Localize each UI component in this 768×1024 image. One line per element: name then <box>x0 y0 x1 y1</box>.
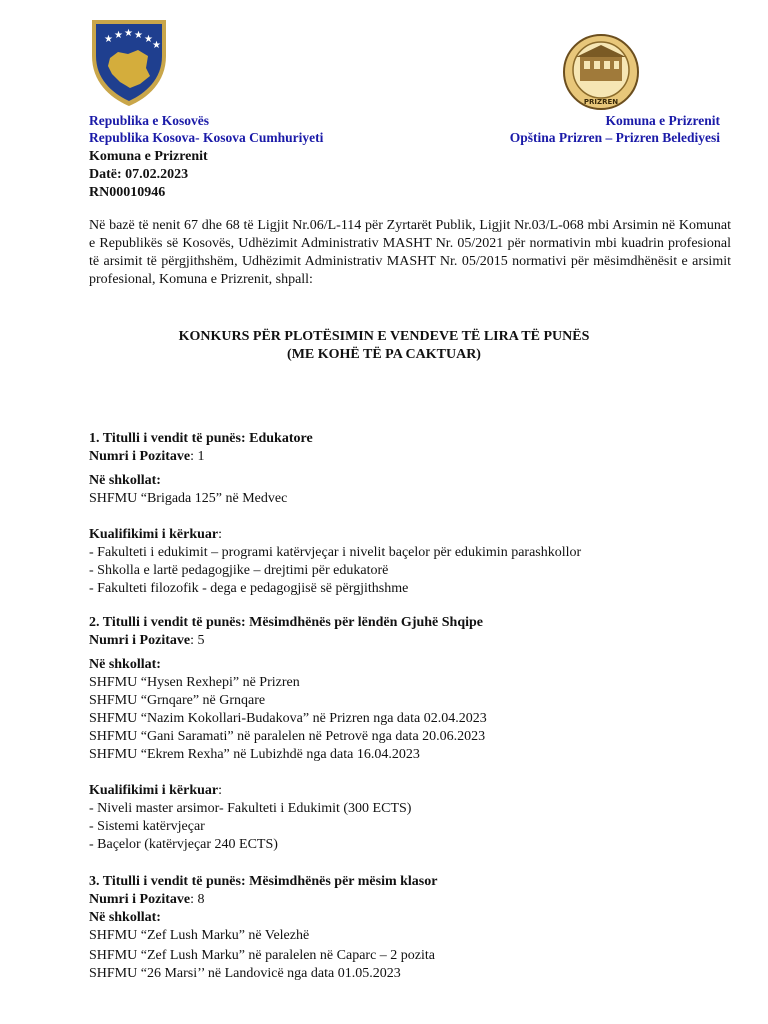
positions-count: Numri i Pozitave: 5 <box>89 633 205 648</box>
school-item: SHFMU “Nazim Kokollari-Budakova” në Prizren nga data 02.04.2023 <box>89 711 487 726</box>
svg-text:★: ★ <box>104 34 113 45</box>
positions-count: Numri i Pozitave: 1 <box>89 449 205 464</box>
school-item: SHFMU “Hysen Rexhepi” në Prizren <box>89 675 300 690</box>
municipality-name-multilingual: Opština Prizren – Prizren Belediyesi <box>509 130 720 145</box>
qualification-item: - Shkolla e lartë pedagogjike – drejtimi për edukatorë <box>89 563 389 578</box>
position-section-1 <box>89 430 739 598</box>
intro-paragraph: Në bazë të nenit 67 dhe 68 të Ligjit Nr.06/L-114 për Zyrtarët Publik, Ligjit Nr.03/L-068 mbi Arsimin në Komunat e Republikës së Kosovës, Udhëzimit Administrativ MASHT Nr. 05/2021 për normativin mbi kuadrin profesional të arsimit të përgjithshëm, Udhëzimit Administrativ MASHT Nr. 05/2015 normativi për mësimdhënësit e arsimit profesional, Komuna e Prizrenit, shpall: <box>89 218 731 287</box>
document-date: Datë: 07.02.2023 <box>89 167 189 182</box>
title-line-2: (ME KOHË TË PA CAKTUAR) <box>287 347 481 362</box>
positions-count: Numri i Pozitave: 8 <box>89 892 205 907</box>
position-heading: 2. Titulli i vendit të punës: Mësimdhënës për lëndën Gjuhë Shqipe <box>89 615 484 630</box>
svg-text:★: ★ <box>144 34 153 45</box>
qualification-label: Kualifikimi i kërkuar: <box>89 527 223 542</box>
position-section-2 <box>89 614 739 854</box>
municipality-name: Komuna e Prizrenit <box>605 113 720 128</box>
schools-label: Në shkollat: <box>89 910 161 925</box>
schools-label: Në shkollat: <box>89 473 161 488</box>
reference-number: RN00010946 <box>89 185 166 200</box>
school-item: SHFMU “Zef Lush Marku” në paralelen në Caparc – 2 pozita <box>89 948 435 963</box>
qualification-item: - Niveli master arsimor- Fakulteti i Edukimit (300 ECTS) <box>89 801 412 816</box>
svg-text:★: ★ <box>124 28 133 39</box>
svg-text:★: ★ <box>114 30 123 41</box>
school-item: SHFMU “Gani Saramati” në paralelen në Petrovë nga data 20.06.2023 <box>89 729 486 744</box>
school-item: SHFMU “26 Marsi’’ në Landovicë nga data 01.05.2023 <box>89 966 401 981</box>
school-item: SHFMU “Zef Lush Marku” në Velezhë <box>89 928 310 943</box>
qualification-item: - Fakulteti filozofik - dega e pedagogjisë së përgjithshme <box>89 581 409 596</box>
svg-text:★: ★ <box>134 30 143 41</box>
svg-text:★: ★ <box>152 40 161 51</box>
header-right <box>510 112 720 146</box>
qualification-item: - Sistemi katërvjeçar <box>89 819 205 834</box>
school-item: SHFMU “Brigada 125” në Medvec <box>89 491 288 506</box>
qualification-label: Kualifikimi i kërkuar: <box>89 783 223 798</box>
title-line-1: KONKURS PËR PLOTËSIMIN E VENDEVE TË LIRA TË PUNËS <box>178 329 590 344</box>
school-item: SHFMU “Ekrem Rexha” në Lubizhdë nga data 16.04.2023 <box>89 747 420 762</box>
kosovo-coat-of-arms <box>88 16 170 108</box>
document-meta <box>89 148 208 202</box>
schools-label: Në shkollat: <box>89 657 161 672</box>
document-title <box>0 328 768 364</box>
qualification-item: - Fakulteti i edukimit – programi katërvjeçar i nivelit baçelor për edukimin parashkollor <box>89 545 582 560</box>
position-section-3 <box>89 873 739 983</box>
position-heading: 1. Titulli i vendit të punës: Edukatore <box>89 431 313 446</box>
prizren-seal <box>562 33 640 111</box>
position-heading: 3. Titulli i vendit të punës: Mësimdhënës për mësim klasor <box>89 874 438 889</box>
country-name: Republika e Kosovës <box>89 113 210 128</box>
country-name-multilingual: Republika Kosova- Kosova Cumhuriyeti <box>89 130 324 145</box>
issuer: Komuna e Prizrenit <box>89 149 208 164</box>
header-left <box>89 112 323 146</box>
school-item: SHFMU “Grnqare” në Grnqare <box>89 693 266 708</box>
qualification-item: - Baçelor (katërvjeçar 240 ECTS) <box>89 837 278 852</box>
seal-text: PRIZREN <box>583 98 619 106</box>
